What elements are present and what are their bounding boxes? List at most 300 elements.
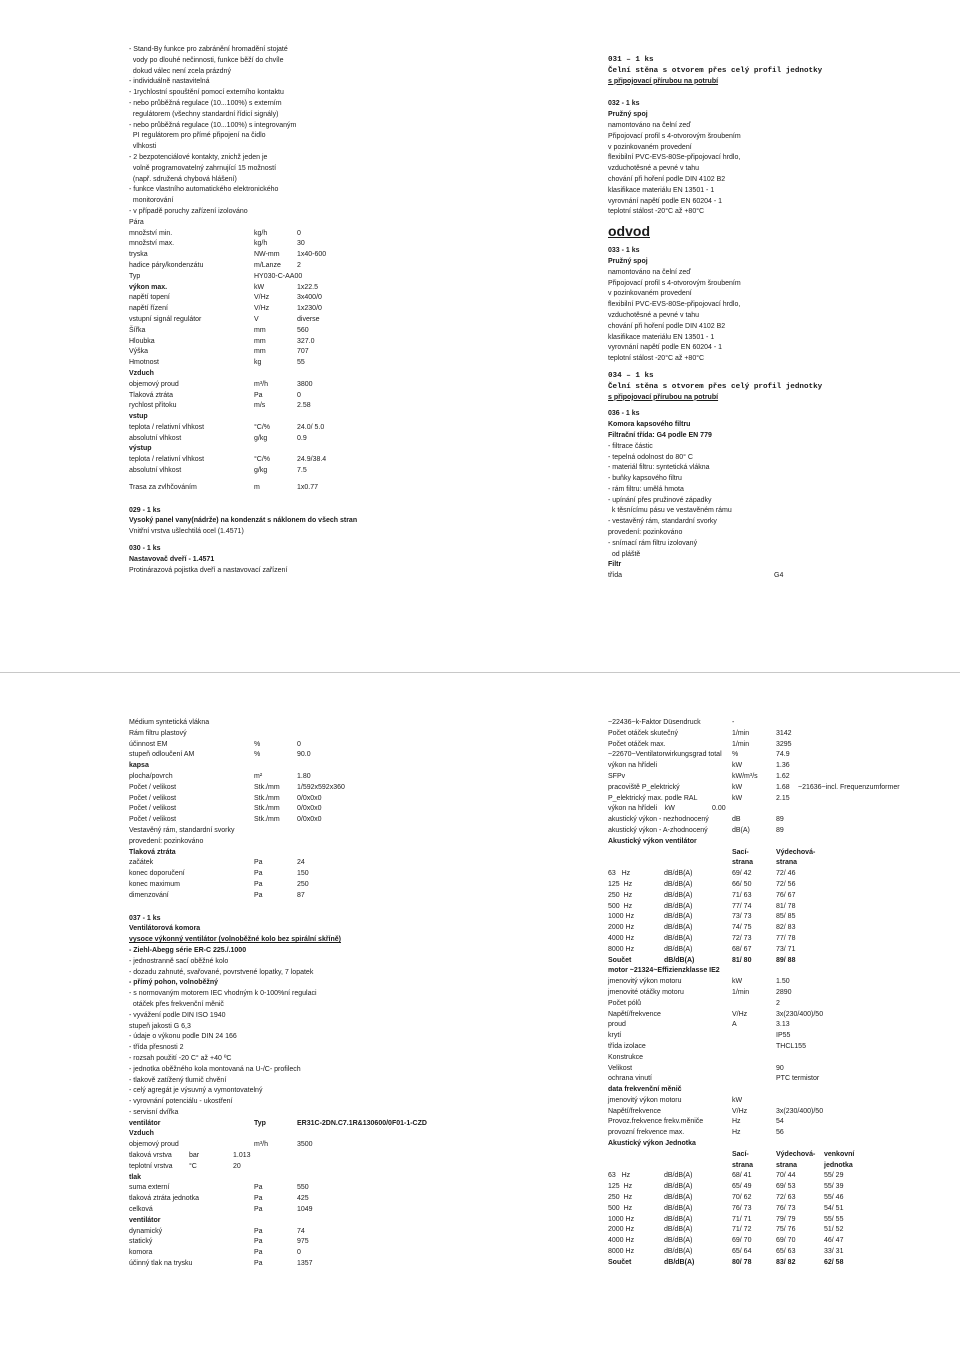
line-value: 1x230/0 [297, 305, 322, 313]
line-label: motor ~21324~Effizienzklasse IE2 [608, 967, 720, 975]
text-line [608, 371, 908, 382]
line-value: 72/ 46 [776, 870, 796, 878]
line-value: 73/ 73 [732, 913, 752, 921]
line-value: Stk./mm [254, 783, 280, 791]
line-value: 550 [297, 1184, 309, 1192]
line-label: stupeň odloučení AM [129, 751, 195, 759]
line-label: od pláště [608, 550, 641, 558]
text-line [129, 914, 459, 925]
text-line [608, 1042, 938, 1053]
line-value: dB/dB(A) [664, 1204, 693, 1212]
line-value: kW [732, 794, 743, 802]
line-value: 3142 [776, 729, 792, 737]
line-label: plocha/povrch [129, 772, 173, 780]
text-line [129, 347, 429, 358]
text-line [129, 858, 459, 869]
text-line [129, 826, 459, 837]
text-line [608, 794, 938, 805]
text-line [608, 837, 938, 848]
text-line [608, 99, 908, 110]
text-line [129, 566, 429, 577]
line-value: 2890 [776, 988, 792, 996]
text-line [129, 750, 459, 761]
text-line [129, 380, 429, 391]
line-label: vzduchotěsné a pevné v tahu [608, 311, 700, 319]
line-value: 3500 [297, 1141, 313, 1149]
line-value: 76/ 67 [776, 891, 796, 899]
line-label: 032 - 1 ks [608, 100, 640, 108]
line-value: 66/ 50 [732, 880, 752, 888]
line-value: mm [254, 326, 266, 334]
text-line [129, 56, 429, 67]
line-label: dynamický [129, 1227, 163, 1235]
text-line [608, 453, 908, 464]
line-value: 74/ 75 [732, 924, 752, 932]
line-value: PTC termistor [776, 1075, 820, 1083]
text-line [608, 815, 938, 826]
text-line [608, 1128, 938, 1139]
text-line [129, 740, 459, 751]
text-line [608, 289, 908, 300]
line-value: bar [189, 1152, 200, 1160]
line-label: 250 Hz [608, 891, 633, 899]
line-label: celková [129, 1206, 153, 1214]
line-label: Protinárazová pojistka dveří a nastavovací zařízení [129, 566, 288, 574]
text-line [608, 1107, 938, 1118]
line-label: účinný tlak na trysku [129, 1260, 193, 1268]
line-label: dokud válec není zcela prázdný [129, 67, 231, 75]
line-value: strana [776, 1161, 798, 1169]
line-label: teplotní vrstva [129, 1162, 173, 1170]
line-value: 54/ 51 [824, 1204, 844, 1212]
line-value: 56 [776, 1129, 784, 1137]
line-value: Stk./mm [254, 816, 280, 824]
text-line [608, 431, 908, 442]
line-label: Počet / velikost [129, 816, 177, 824]
line-value: 76/ 73 [732, 1204, 752, 1212]
line-value: 87 [297, 891, 305, 899]
text-line [129, 1054, 459, 1065]
line-value: - [732, 719, 735, 726]
line-label: 63 Hz [608, 870, 631, 878]
line-value: dB/dB(A) [664, 1258, 695, 1266]
text-line [129, 1151, 459, 1162]
line-label: Čelní stěna s otvorem přes celý profil jednotky [608, 382, 823, 391]
line-label: flexibilní PVC-EVS-80Se-připojovací hrdlo, [608, 154, 741, 162]
document-page-2 [0, 673, 960, 1345]
line-value: 89 [776, 826, 784, 834]
line-label: otáček přes frekvenční měnič [129, 1000, 224, 1008]
line-label: 4000 Hz [608, 934, 635, 942]
text-line [608, 1247, 938, 1258]
text-line [608, 750, 938, 761]
line-label: teplota / relativní vlhkost [129, 423, 205, 431]
line-value: V [254, 315, 259, 323]
line-label: vyrovnání napětí podle EN 60204 - 1 [608, 344, 723, 352]
line-label: dimenzování [129, 891, 169, 899]
line-label: Počet / velikost [129, 794, 177, 802]
text-line [129, 924, 459, 935]
line-label: - Stand-By funkce pro zabránění hromadění stojaté [129, 46, 288, 53]
text-line [608, 121, 908, 132]
line-value: Pa [254, 1206, 263, 1214]
line-label: hadice páry/kondenzátu [129, 261, 204, 269]
line-label: klasifikace materiálu EN 13501 - 1 [608, 186, 715, 194]
line-value: 71/ 63 [732, 891, 752, 899]
line-label: třída [608, 572, 623, 580]
line-value: 85/ 85 [776, 913, 796, 921]
line-value: 62/ 58 [824, 1258, 844, 1266]
line-label: objemový proud [129, 380, 179, 388]
text-line [129, 185, 429, 196]
text-line [129, 1086, 459, 1097]
text-line [608, 528, 908, 539]
line-value: °C/% [254, 423, 271, 431]
line-label: Čelní stěna s otvorem přes celý profil jednotky [608, 66, 823, 75]
text-line [129, 391, 429, 402]
text-line [129, 142, 429, 153]
line-value: 82/ 83 [776, 924, 796, 932]
text-line [129, 131, 429, 142]
line-value: 77/ 78 [776, 934, 796, 942]
line-label: teplotní stálost -20°C až +80°C [608, 355, 705, 363]
line-value: HY030-C-AA00 [254, 272, 303, 280]
line-value: NW-mm [254, 251, 280, 259]
text-line [129, 891, 459, 902]
text-line [129, 761, 459, 772]
text-line [608, 517, 908, 528]
text-line [608, 153, 908, 164]
line-value: 69/ 70 [732, 1237, 752, 1245]
text-line [608, 571, 908, 582]
line-value: kW [732, 978, 743, 986]
text-line [129, 175, 429, 186]
line-value: G4 [774, 572, 784, 580]
line-label: akustický výkon - A-zhodnocený [608, 826, 708, 834]
line-value: Pa [254, 1249, 263, 1257]
text-line [608, 1258, 938, 1269]
line-value: V/Hz [254, 294, 270, 302]
text-line [608, 175, 908, 186]
line-label: Tlaková ztráta [129, 848, 176, 856]
line-label: napětí řízení [129, 305, 168, 313]
line-label: - celý agregát je výsuvný a vymontovatelný [129, 1087, 263, 1095]
text-line [129, 283, 429, 294]
text-line [129, 1065, 459, 1076]
line-label: - upínání přes pružinové západky [608, 496, 712, 504]
line-label: 1000 Hz [608, 1215, 635, 1223]
text-line [129, 935, 459, 946]
line-value: 3.13 [776, 1021, 790, 1029]
line-value: Výdechová- [776, 1150, 816, 1158]
line-value: Stk./mm [254, 805, 280, 813]
line-label: konec maximum [129, 880, 180, 888]
line-value: 1.80 [297, 772, 311, 780]
line-label: klasifikace materiálu EN 13501 - 1 [608, 333, 715, 341]
text-line [608, 772, 938, 783]
line-label: Napětí/frekvence [608, 1107, 661, 1115]
line-value: g/kg [254, 434, 268, 442]
text-line [129, 1162, 459, 1173]
line-label: - Ziehl-Abegg série ER-C 225./.1000 [129, 946, 247, 954]
line-value: 55/ 39 [824, 1183, 844, 1191]
line-label: tlaková ztráta jednotka [129, 1195, 200, 1203]
line-value: 74 [297, 1227, 305, 1235]
text-line [129, 794, 459, 805]
text-line [608, 77, 908, 88]
line-label: - dozadu zahnuté, svařované, povrstvené lopatky, 7 lopatek [129, 968, 314, 976]
line-value: 81/ 80 [732, 956, 752, 964]
line-value: 46/ 47 [824, 1237, 844, 1245]
line-value: Hz [732, 1129, 741, 1137]
line-label: vstupní signál regulátor [129, 315, 202, 323]
line-value: dB/dB(A) [664, 1215, 693, 1223]
line-label: regulátorem (všechny standardní řídicí signály) [129, 110, 279, 118]
text-line [608, 207, 908, 218]
line-label: Počet pólů [608, 999, 642, 1007]
line-value: 0.9 [297, 434, 307, 442]
text-line [608, 463, 908, 474]
line-value: Typ [254, 1119, 266, 1127]
line-label: - nebo průběžná regulace (10...100%) s externím [129, 99, 282, 107]
text-line [129, 1129, 459, 1140]
line-value: 150 [297, 870, 309, 878]
text-line [608, 485, 908, 496]
line-label: - rám filtru: umělá hmota [608, 485, 684, 493]
line-value: THCL155 [776, 1042, 806, 1050]
text-line [129, 1076, 459, 1087]
text-line [129, 1227, 459, 1238]
text-line [608, 164, 908, 175]
text-line [608, 826, 938, 837]
line-value: 1.68 [776, 783, 790, 791]
text-line [608, 268, 908, 279]
document-page-1 [0, 0, 960, 672]
text-line [129, 444, 429, 455]
line-label: SFPv [608, 772, 626, 780]
line-label: výkon na hřídeli kW [608, 805, 675, 813]
line-label: data frekvenční měnič [608, 1086, 682, 1094]
line-label: - 2 bezpotenciálové kontakty, znichž jeden je [129, 153, 268, 161]
line-value: diverse [297, 315, 320, 323]
text-line [608, 945, 938, 956]
line-value: 54 [776, 1118, 784, 1126]
text-line [129, 466, 429, 477]
line-value: 1/min [732, 988, 750, 996]
line-label: akustický výkon - nezhodnocený [608, 816, 709, 824]
line-label: - tlakově zatížený tlumič chvění [129, 1076, 227, 1084]
text-line [608, 393, 908, 404]
line-value: 74.9 [776, 751, 790, 759]
line-label: ~22436~k-Faktor Düsendruck [608, 719, 701, 726]
line-label: Filtrační třída: G4 podle EN 779 [608, 431, 712, 439]
text-line [129, 516, 429, 527]
line-label: krytí [608, 1032, 622, 1040]
line-label: ventilátor [129, 1119, 161, 1127]
line-value: V/Hz [732, 1010, 748, 1018]
line-value: 0 [297, 740, 301, 748]
line-value: Pa [254, 859, 263, 867]
line-value: 33/ 31 [824, 1248, 844, 1256]
line-value: 71/ 71 [732, 1215, 752, 1223]
line-value: 24 [297, 859, 305, 867]
text-line [608, 1225, 938, 1236]
line-value: 250 [297, 880, 309, 888]
line-label: množství max. [129, 240, 175, 248]
text-line [129, 1248, 459, 1259]
line-label: PI regulátorem pro přímé připojení na čidlo [129, 132, 266, 140]
text-line [129, 483, 429, 494]
line-value: 55/ 46 [824, 1194, 844, 1202]
line-value: °C [189, 1162, 197, 1170]
line-value: 1049 [297, 1206, 313, 1214]
line-value: dB/dB(A) [664, 1248, 693, 1256]
text-line [608, 1236, 938, 1247]
line-label: teplota / relativní vlhkost [129, 456, 205, 464]
text-line [129, 869, 459, 880]
text-line [608, 1085, 938, 1096]
line-value: 72/ 56 [776, 880, 796, 888]
line-value: dB/dB(A) [664, 870, 693, 878]
line-value: 73/ 71 [776, 945, 796, 953]
line-value: 89 [776, 816, 784, 824]
line-value: m³/h [254, 1141, 268, 1149]
line-label: Tlaková ztráta [129, 391, 173, 399]
line-value: Pa [254, 1238, 263, 1246]
line-value: m [254, 483, 260, 491]
line-value: 79/ 79 [776, 1215, 796, 1223]
text-line [129, 401, 429, 412]
line-value: 3800 [297, 380, 313, 388]
line-value: dB(A) [732, 826, 750, 834]
text-line [129, 544, 429, 555]
text-line [608, 420, 908, 431]
text-line [129, 1237, 459, 1248]
text-line [129, 978, 459, 989]
line-value: dB/dB(A) [664, 902, 693, 910]
line-value: 0.00 [712, 805, 726, 813]
line-value: 24.0/ 5.0 [297, 423, 325, 431]
line-value: dB/dB(A) [664, 924, 693, 932]
text-line [129, 783, 459, 794]
line-label: vyrovnání napětí podle EN 60204 - 1 [608, 197, 723, 205]
line-value: 2.15 [776, 794, 790, 802]
line-label: - s normovaným motorem IEC vhodným k 0-100%ní regulaci [129, 990, 317, 998]
text-line [129, 250, 429, 261]
text-line [129, 946, 459, 957]
text-line [608, 1139, 938, 1150]
line-label: pracoviště P_elektrický [608, 783, 680, 791]
text-line [608, 143, 908, 154]
line-value: % [732, 751, 739, 759]
line-value: ER31C-2DN.C7.1R&130600/0F01-1-CZD [297, 1119, 427, 1127]
line-label: ochrana vinutí [608, 1075, 652, 1083]
line-label: 036 - 1 ks [608, 410, 640, 418]
line-value: 2 [297, 261, 301, 269]
line-label: vysoce výkonný ventilátor (volnoběžné kolo bez spirální skříně) [129, 936, 342, 944]
line-label: namontováno na čelní zeď [608, 121, 691, 129]
text-line [608, 966, 938, 977]
text-line [608, 1215, 938, 1226]
line-value: Pa [254, 1260, 263, 1268]
text-line [608, 246, 908, 257]
line-label: Vnitřní vrstva ušlechtilá ocel (1.4571) [129, 528, 244, 536]
line-label: 250 Hz [608, 1194, 633, 1202]
text-line [129, 957, 459, 968]
line-value: kg/h [254, 229, 268, 237]
text-line [608, 902, 938, 913]
line-value: dB/dB(A) [664, 945, 693, 953]
line-value: °C/% [254, 456, 271, 464]
text-line [129, 1032, 459, 1043]
line-value: 560 [297, 326, 309, 334]
line-value: m³/h [254, 380, 268, 388]
text-line [129, 88, 429, 99]
text-line [608, 300, 908, 311]
line-label: - tepelná odolnost do 80° C [608, 453, 693, 461]
line-value: 2.58 [297, 402, 311, 410]
line-label: Počet / velikost [129, 783, 177, 791]
line-value: dB/dB(A) [664, 913, 693, 921]
line-label: Konstrukce [608, 1053, 644, 1061]
line-label: jmenovitý výkon motoru [608, 978, 682, 986]
line-value: V/Hz [254, 305, 270, 313]
text-line [129, 99, 429, 110]
line-label: - materiál filtru: syntetická vlákna [608, 464, 710, 472]
text-line [608, 66, 908, 77]
line-label: Součet [608, 1258, 632, 1266]
line-label: výstup [129, 445, 152, 453]
line-label: Připojovací profil s 4-otvorovým šroubením [608, 132, 741, 140]
text-line [608, 804, 938, 815]
text-line [129, 315, 429, 326]
line-label: Vestavěný rám, standardní svorky [129, 826, 235, 834]
line-value: 68/ 41 [732, 1172, 752, 1180]
line-value: 70/ 44 [776, 1172, 796, 1180]
line-value: jednotka [824, 1161, 853, 1169]
line-label: - v případě poruchy zařízení izolováno [129, 207, 248, 215]
line-value: 30 [297, 240, 305, 248]
text-line [608, 311, 908, 322]
text-line [129, 358, 429, 369]
line-label: provozní frekvence max. [608, 1129, 685, 1137]
line-label: 2000 Hz [608, 1226, 635, 1234]
line-value: kW [732, 762, 743, 770]
text-line [608, 891, 938, 902]
line-value: 72/ 63 [776, 1194, 796, 1202]
text-line [608, 409, 908, 420]
line-label: Hmotnost [129, 359, 159, 367]
text-line [129, 239, 429, 250]
line-label: výkon max. [129, 283, 168, 291]
line-value: 1/592x592x360 [297, 783, 345, 791]
spacer [129, 494, 429, 506]
line-label: Napětí/frekvence [608, 1010, 661, 1018]
line-value: dB/dB(A) [664, 1194, 693, 1202]
spacer [129, 902, 459, 914]
line-label: (např. sdružená chybová hlášení) [129, 175, 237, 183]
line-value: 65/ 64 [732, 1248, 752, 1256]
line-label: - vyrovnání potenciálu - ukostření [129, 1098, 233, 1106]
line-value: 51/ 52 [824, 1226, 844, 1234]
text-line [129, 772, 459, 783]
text-line [129, 989, 459, 1000]
line-value: 327.0 [297, 337, 315, 345]
line-label: vlhkosti [129, 143, 157, 151]
line-value: dB/dB(A) [664, 891, 693, 899]
text-line [608, 354, 908, 365]
text-line [129, 1119, 459, 1130]
